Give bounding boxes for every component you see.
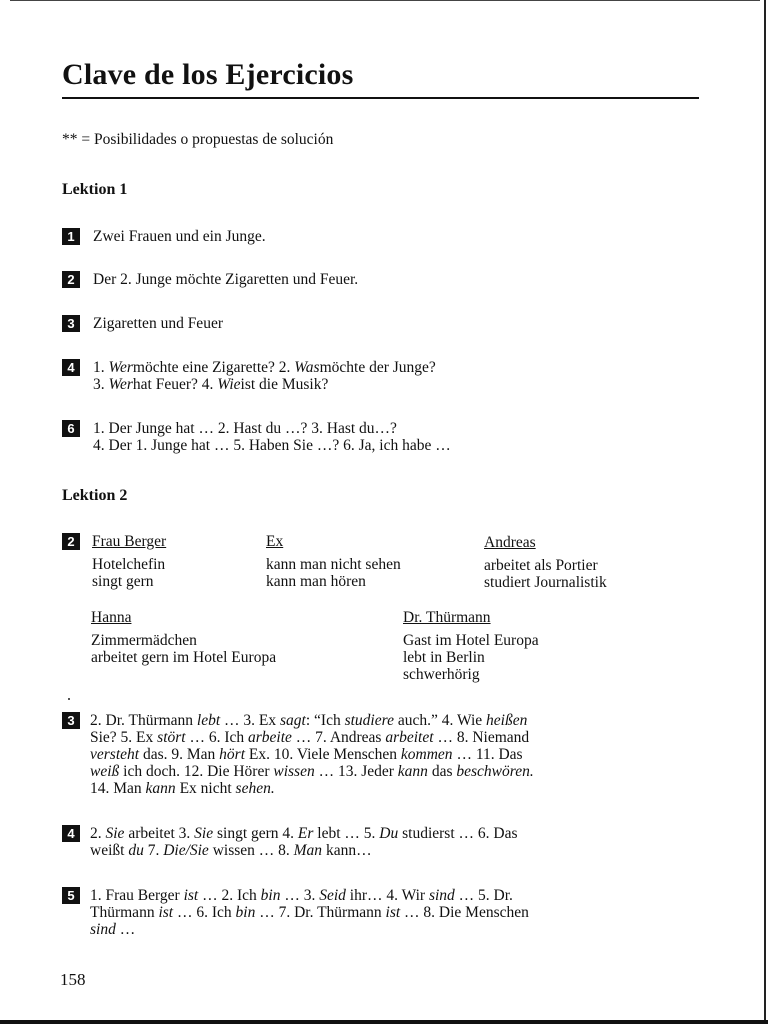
character-andreas: [484, 534, 607, 591]
answer-line: 14. Man kann Ex nicht sehen.: [90, 780, 275, 797]
character-name: Ex: [266, 533, 284, 550]
character-trait: Zimmermädchen: [91, 632, 197, 649]
exercise-4-number-badge: 4: [62, 359, 80, 376]
answer-line: Thürmann ist … 6. Ich bin … 7. Dr. Thürmann ist … 8. Die Menschen: [90, 904, 529, 921]
exercise-3-number-badge: 3: [62, 315, 80, 332]
answer-line: 4. Der 1. Junge hat … 5. Haben Sie …? 6. Ja, ich habe …: [93, 437, 451, 454]
answer-line: 1. Der Junge hat … 2. Hast du …? 3. Hast du…?: [93, 420, 397, 437]
page-bottom-edge: [0, 1020, 768, 1024]
answer-line: 1. Frau Berger ist … 2. Ich bin … 3. Seid ihr… 4. Wir sind … 5. Dr.: [90, 887, 513, 904]
stray-mark: [68, 698, 70, 700]
character-ex: [266, 533, 401, 590]
character-trait: schwerhörig: [403, 666, 480, 683]
page-right-edge: [764, 0, 766, 1024]
exercise-1-answer: Zwei Frauen und ein Junge.: [93, 228, 266, 245]
character-hanna: [91, 609, 276, 666]
exercise-l2-5-number-badge: 5: [62, 887, 80, 904]
answer-line: sind …: [90, 921, 136, 938]
exercise-1-number-badge: 1: [62, 228, 80, 245]
exercise-l2-5-answer: [90, 887, 529, 938]
exercise-6-number-badge: 6: [62, 420, 80, 437]
character-trait: arbeitet gern im Hotel Europa: [91, 649, 277, 666]
lektion-2-heading: Lektion 2: [62, 487, 128, 504]
character-frau-berger: [92, 533, 166, 590]
character-trait: kann man nicht sehen: [266, 556, 401, 573]
answer-line: 2. Sie arbeitet 3. Sie singt gern 4. Er lebt … 5. Du studierst … 6. Das: [90, 825, 518, 842]
character-dr-thuermann: [403, 609, 539, 683]
answer-line: versteht das. 9. Man hört Ex. 10. Viele Menschen kommen … 11. Das: [90, 746, 523, 763]
title-rule: [62, 97, 699, 99]
character-trait: studiert Journalistik: [484, 574, 607, 591]
page-top-edge: [10, 0, 760, 1]
exercise-2-number-badge: 2: [62, 271, 80, 288]
exercise-l2-2-number-badge: 2: [62, 533, 80, 550]
page-number: 158: [60, 970, 86, 989]
answer-line: weißt du 7. Die/Sie wissen … 8. Man kann…: [90, 842, 372, 859]
answer-line: 2. Dr. Thürmann lebt … 3. Ex sagt: “Ich studiere auch.” 4. Wie heißen: [90, 712, 528, 729]
page-title: Clave de los Ejercicios: [62, 58, 354, 91]
answer-line: Sie? 5. Ex stört … 6. Ich arbeite … 7. Andreas arbeitet … 8. Niemand: [90, 729, 530, 746]
answer-line: weiß ich doch. 12. Die Hörer wissen … 13. Jeder kann das beschwören.: [90, 763, 534, 780]
exercise-6-answer: [93, 420, 451, 454]
exercise-l2-4-number-badge: 4: [62, 825, 80, 842]
character-trait: Gast im Hotel Europa: [403, 632, 539, 649]
legend-text: ** = Posibilidades o propuestas de solución: [62, 131, 334, 148]
character-trait: Hotelchefin: [92, 556, 166, 573]
character-name: Hanna: [91, 609, 132, 626]
character-trait: arbeitet als Portier: [484, 557, 598, 574]
exercise-4-answer: [93, 359, 436, 393]
character-name: Dr. Thürmann: [403, 609, 491, 626]
exercise-2-answer: Der 2. Junge möchte Zigaretten und Feuer.: [93, 271, 359, 288]
exercise-l2-3-number-badge: 3: [62, 712, 80, 729]
character-trait: lebt in Berlin: [403, 649, 485, 666]
character-name: Andreas: [484, 534, 536, 551]
character-trait: kann man hören: [266, 573, 366, 590]
exercise-3-answer: Zigaretten und Feuer: [93, 315, 223, 332]
exercise-l2-3-answer: [90, 712, 534, 797]
answer-line: 3. Werhat Feuer? 4. Wieist die Musik?: [93, 376, 329, 393]
character-trait: singt gern: [92, 573, 154, 590]
lektion-1-heading: Lektion 1: [62, 181, 128, 198]
exercise-l2-4-answer: [90, 825, 518, 859]
answer-line: 1. Wermöchte eine Zigarette? 2. Wasmöchte der Junge?: [93, 359, 436, 376]
character-name: Frau Berger: [92, 533, 167, 550]
